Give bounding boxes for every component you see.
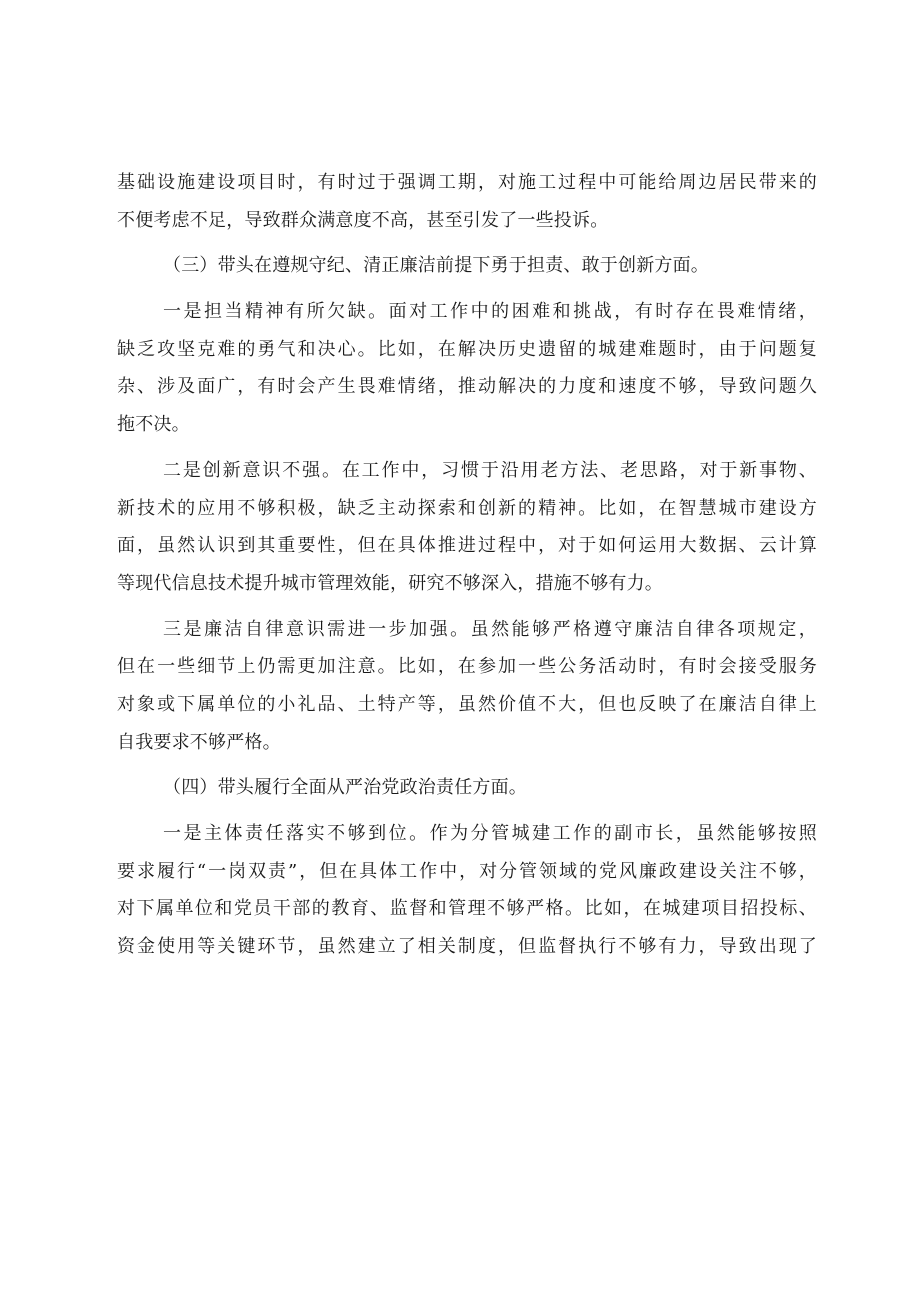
text-line: 一是担当精神有所欠缺。面对工作中的困难和挑战，有时存在畏难情绪， [163, 301, 817, 323]
heading-text: （三）带头在遵规守纪、清正廉洁前提下勇于担责、敢于创新方面。 [163, 255, 709, 277]
paragraph-continuation [117, 164, 817, 239]
text-line: 缺乏攻坚克难的勇气和决心。比如，在解决历史遗留的城建难题时，由于问题复 [117, 338, 817, 360]
text-line: 面，虽然认识到其重要性，但在具体推进过程中，对于如何运用大数据、云计算 [117, 535, 817, 557]
text-line: 资金使用等关键环节，虽然建立了相关制度，但监督执行不够有力，导致出现了 [117, 936, 817, 958]
text-line: 对象或下属单位的小礼品、土特产等，虽然价值不大，但也反映了在廉洁自律上 [117, 693, 817, 715]
text-line: 一是主体责任落实不够到位。作为分管城建工作的副市长，虽然能够按照 [163, 823, 817, 844]
text-line: 等现代信息技术提升城市管理效能，研究不够深入，措施不够有力。 [117, 572, 663, 594]
text-line: 自我要求不够严格。 [117, 731, 281, 753]
paragraph-item [117, 815, 817, 966]
paragraph-item [117, 611, 817, 762]
heading-text: （四）带头履行全面从严治党政治责任方面。 [163, 777, 527, 799]
paragraph-item [117, 452, 817, 603]
text-line: 三是廉洁自律意识需进一步加强。虽然能够严格遵守廉洁自律各项规定， [163, 618, 817, 640]
text-line: 要求履行“一岗双责”，但在具体工作中，对分管领域的党风廉政建设关注不够， [117, 860, 817, 882]
text-line: 拖不决。 [117, 414, 190, 436]
text-line: 新技术的应用不够积极，缺乏主动探索和创新的精神。比如，在智慧城市建设方 [117, 497, 817, 519]
section-heading-3 [117, 247, 817, 285]
text-line: 杂、涉及面广，有时会产生畏难情绪，推动解决的力度和速度不够，导致问题久 [117, 376, 817, 398]
text-line: 基础设施建设项目时，有时过于强调工期，对施工过程中可能给周边居民带来的 [117, 172, 817, 193]
document-body [117, 164, 817, 966]
section-heading-4 [117, 769, 817, 807]
text-line: 二是创新意识不强。在工作中，习惯于沿用老方法、老思路，对于新事物、 [163, 459, 817, 481]
text-line: 对下属单位和党员干部的教育、监督和管理不够严格。比如，在城建项目招投标、 [117, 898, 817, 920]
paragraph-item [117, 293, 817, 444]
text-line: 不便考虑不足，导致群众满意度不高，甚至引发了一些投诉。 [117, 209, 609, 231]
text-line: 但在一些细节上仍需更加注意。比如，在参加一些公务活动时，有时会接受服务 [117, 656, 817, 678]
